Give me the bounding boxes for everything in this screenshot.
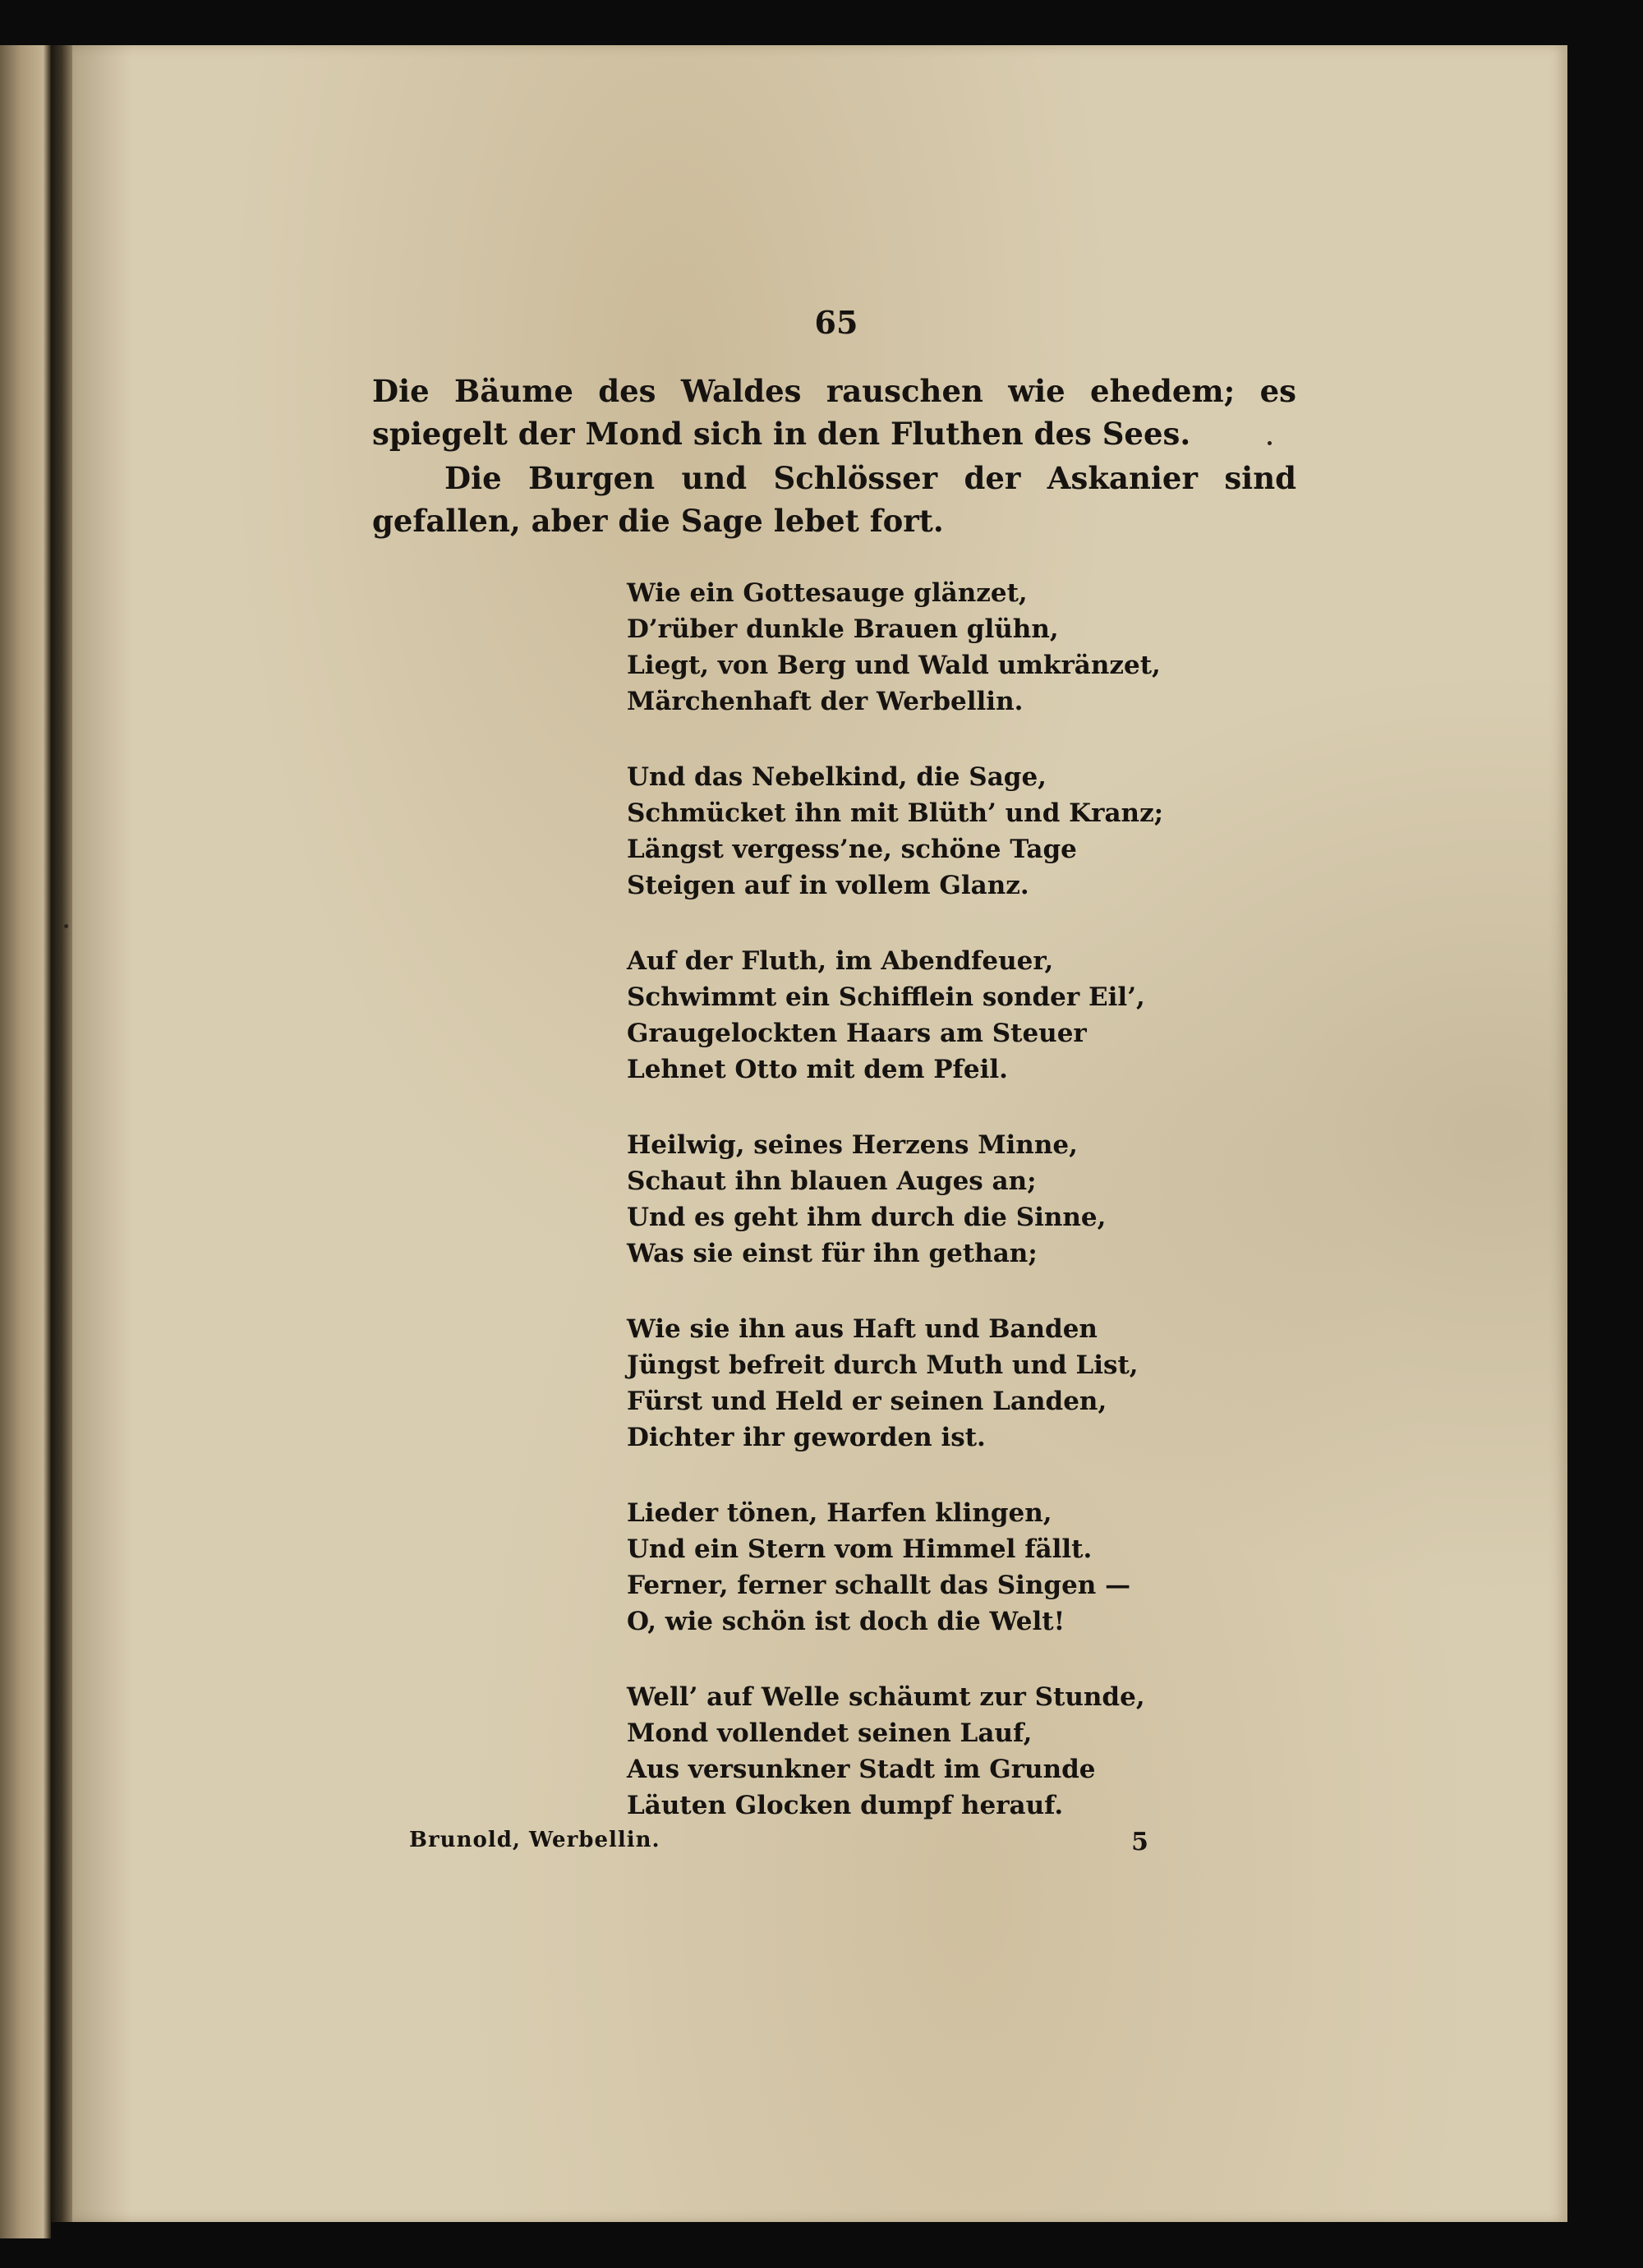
poem-stanza bbox=[627, 759, 1202, 904]
poem-line: Läuten Glocken dumpf herauf. bbox=[627, 1791, 1064, 1820]
poem-line: Und ein Stern vom Himmel fällt. bbox=[627, 1534, 1093, 1564]
prose-paragraph: Die Burgen und Schlösser der Askanier sind gefallen, aber die Sage lebet fort. bbox=[372, 460, 1296, 539]
poem-stanza bbox=[627, 1127, 1202, 1272]
poem-line: Märchenhaft der Werbellin. bbox=[627, 687, 1024, 716]
poem-line: Wie ein Gottesauge glänzet, bbox=[627, 578, 1028, 608]
poem-line: Mond vollendet seinen Lauf, bbox=[627, 1718, 1033, 1748]
poem-line: Heilwig, seines Herzens Minne, bbox=[627, 1130, 1078, 1160]
poem-stanza bbox=[627, 1311, 1202, 1456]
poem-line: Längst vergess’ne, schöne Tage bbox=[627, 835, 1077, 864]
poem-line: Liegt, von Berg und Wald umkränzet, bbox=[627, 651, 1161, 680]
poem-line: Lieder tönen, Harfen klingen, bbox=[627, 1498, 1052, 1528]
footer-sheet-mark: 5 bbox=[1131, 1828, 1148, 1856]
book-spine-shadow bbox=[51, 45, 72, 2222]
footer-signature: Brunold, Werbellin. bbox=[409, 1828, 660, 1852]
paper-speck bbox=[64, 924, 68, 928]
poem-line: Jüngst befreit durch Muth und List, bbox=[627, 1350, 1139, 1380]
poem-line: Ferner, ferner schallt das Singen — bbox=[627, 1571, 1131, 1600]
poem-stanza bbox=[627, 1495, 1202, 1640]
page-footer bbox=[409, 1828, 1148, 1864]
poem-line: Fürst und Held er seinen Landen, bbox=[627, 1387, 1107, 1416]
poem-line: Schaut ihn blauen Auges an; bbox=[627, 1166, 1037, 1196]
poem-line: Und es geht ihm durch die Sinne, bbox=[627, 1203, 1107, 1232]
poem-line: Schwimmt ein Schifflein sonder Eil’, bbox=[627, 982, 1145, 1012]
poem-line: Was sie einst für ihn gethan; bbox=[627, 1239, 1038, 1268]
page-number: 65 bbox=[814, 304, 858, 341]
poem-line: O, wie schön ist doch die Welt! bbox=[627, 1607, 1065, 1636]
poem-stanza bbox=[627, 575, 1202, 720]
prose-text bbox=[372, 370, 1296, 544]
prose-paragraph: Die Bäume des Waldes rauschen wie ehedem; es spiegelt der Mond sich in den Fluthen des Sees. bbox=[372, 373, 1296, 452]
poem-line: Wie sie ihn aus Haft und Banden bbox=[627, 1314, 1098, 1344]
poem-line: Dichter ihr geworden ist. bbox=[627, 1423, 986, 1452]
poem-stanza bbox=[627, 1679, 1202, 1824]
poem-line: Steigen auf in vollem Glanz. bbox=[627, 871, 1029, 900]
poem-line: D’rüber dunkle Brauen glühn, bbox=[627, 614, 1059, 644]
poem bbox=[627, 575, 1202, 1863]
poem-line: Lehnet Otto mit dem Pfeil. bbox=[627, 1055, 1008, 1084]
poem-line: Auf der Fluth, im Abendfeuer, bbox=[627, 946, 1054, 976]
poem-line: Graugelockten Haars am Steuer bbox=[627, 1019, 1087, 1048]
poem-line: Schmücket ihn mit Blüth’ und Kranz; bbox=[627, 798, 1164, 828]
poem-line: Well’ auf Welle schäumt zur Stunde, bbox=[627, 1682, 1145, 1712]
previous-page-edge bbox=[0, 45, 51, 2238]
paper-speck bbox=[1268, 441, 1272, 445]
poem-stanza bbox=[627, 943, 1202, 1088]
book-page bbox=[72, 45, 1567, 2222]
poem-line: Aus versunkner Stadt im Grunde bbox=[627, 1755, 1096, 1784]
poem-line: Und das Nebelkind, die Sage, bbox=[627, 762, 1047, 792]
